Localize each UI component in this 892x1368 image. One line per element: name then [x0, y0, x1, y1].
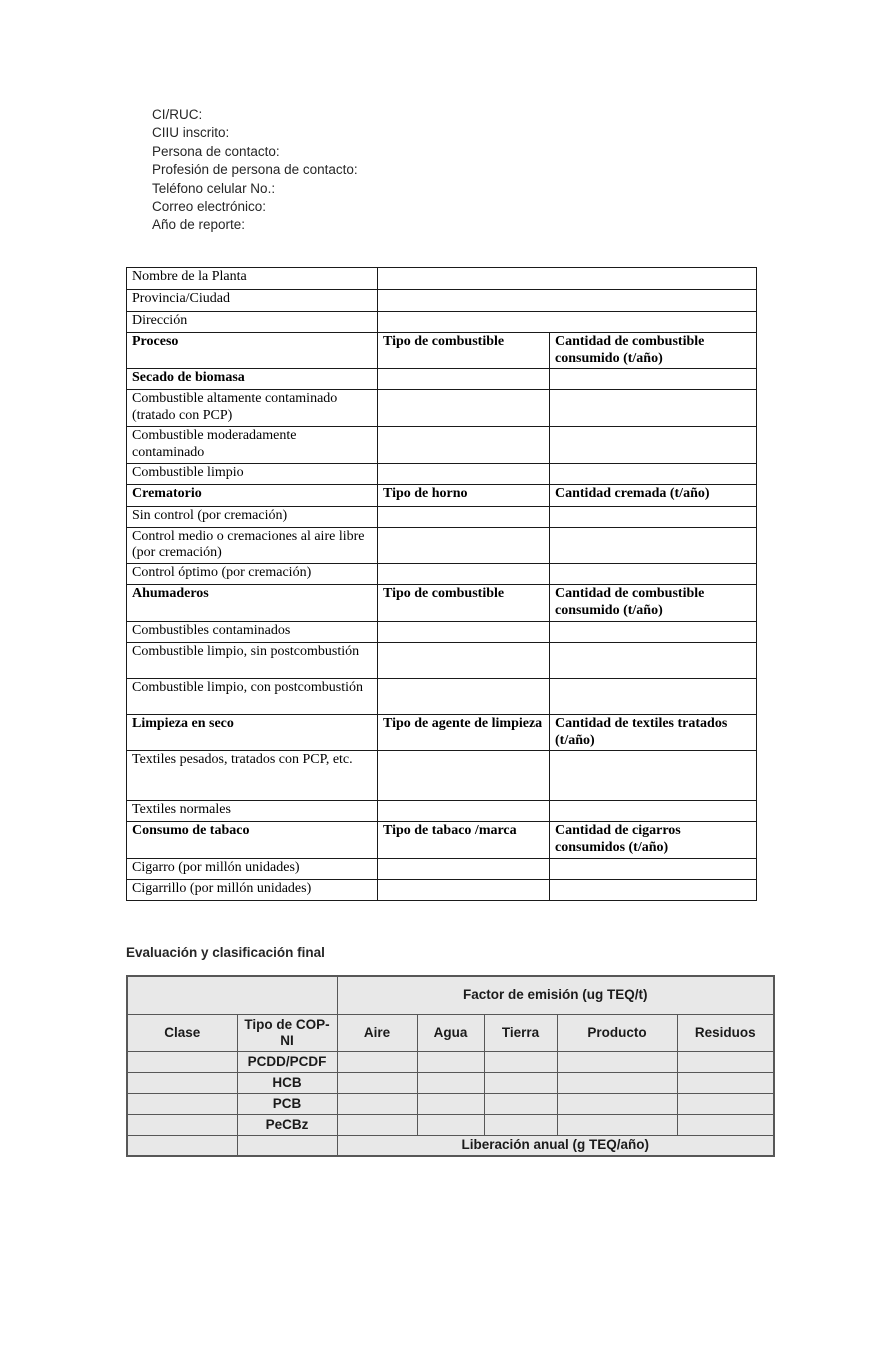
input-cell[interactable]	[550, 369, 757, 390]
input-cell[interactable]	[127, 1135, 237, 1156]
input-cell[interactable]	[378, 751, 550, 801]
table-header-row	[127, 714, 757, 751]
input-cell[interactable]	[550, 801, 757, 822]
value-cell[interactable]	[484, 1114, 557, 1135]
input-cell[interactable]	[127, 1114, 237, 1135]
row-label-cell: Combustible limpio, con postcombustión	[127, 678, 378, 714]
table-row	[127, 564, 757, 585]
input-cell[interactable]	[550, 527, 757, 564]
row-label-cell: Control óptimo (por cremación)	[127, 564, 378, 585]
empty-corner-cell	[127, 976, 337, 1014]
row-label-cell: Cigarro (por millón unidades)	[127, 859, 378, 880]
value-cell[interactable]	[557, 1093, 677, 1114]
input-cell[interactable]	[378, 880, 550, 901]
input-cell[interactable]	[550, 463, 757, 484]
input-cell[interactable]	[378, 463, 550, 484]
row-label-cell: Combustible moderadamente contaminado	[127, 427, 378, 464]
column-header-cell: Agua	[417, 1014, 484, 1051]
table-row	[127, 801, 757, 822]
value-cell[interactable]	[484, 1072, 557, 1093]
input-cell[interactable]	[378, 369, 550, 390]
row-label-cell: Textiles pesados, tratados con PCP, etc.	[127, 751, 378, 801]
input-cell[interactable]	[127, 1072, 237, 1093]
table-row	[127, 463, 757, 484]
table-footer-row	[127, 1135, 774, 1156]
input-cell[interactable]	[378, 427, 550, 464]
row-label-cell: Textiles normales	[127, 801, 378, 822]
pollutant-label-cell: PCDD/PCDF	[237, 1051, 337, 1072]
input-cell[interactable]	[378, 527, 550, 564]
value-cell[interactable]	[337, 1072, 417, 1093]
table-row	[127, 369, 757, 390]
table-row	[127, 621, 757, 642]
table-row	[127, 527, 757, 564]
input-cell[interactable]	[550, 880, 757, 901]
table-row	[127, 390, 757, 427]
row-label-cell: Combustibles contaminados	[127, 621, 378, 642]
header-cell: Cantidad de cigarros consumidos (t/año)	[550, 822, 757, 859]
input-cell[interactable]	[550, 859, 757, 880]
header-cell: Tipo de horno	[378, 484, 550, 506]
row-label-cell: Combustible limpio, sin postcombustión	[127, 642, 378, 678]
row-label-cell: Dirección	[127, 311, 378, 332]
table-header-row	[127, 484, 757, 506]
contact-field-label: CI/RUC:	[152, 107, 203, 122]
header-cell: Tipo de combustible	[378, 332, 550, 369]
input-cell[interactable]	[378, 289, 757, 311]
header-cell: Cantidad de combustible consumido (t/año)	[550, 332, 757, 369]
header-cell: Cantidad cremada (t/año)	[550, 484, 757, 506]
value-cell[interactable]	[484, 1093, 557, 1114]
input-cell[interactable]	[550, 642, 757, 678]
table-row	[127, 1114, 774, 1135]
value-cell[interactable]	[677, 1093, 774, 1114]
header-cell: Consumo de tabaco	[127, 822, 378, 859]
value-cell[interactable]	[677, 1051, 774, 1072]
input-cell[interactable]	[550, 564, 757, 585]
value-cell[interactable]	[337, 1114, 417, 1135]
emission-factor-header-cell: Factor de emisión (ug TEQ/t)	[337, 976, 774, 1014]
table-row	[127, 427, 757, 464]
column-header-cell: Residuos	[677, 1014, 774, 1051]
value-cell[interactable]	[337, 1051, 417, 1072]
row-label-cell: Sin control (por cremación)	[127, 506, 378, 527]
contact-field-label: CIIU inscrito:	[152, 125, 230, 141]
header-cell: Tipo de tabaco /marca	[378, 822, 550, 859]
table-header-row	[127, 976, 774, 1014]
input-cell[interactable]	[550, 678, 757, 714]
table-row	[127, 506, 757, 527]
input-cell[interactable]	[378, 801, 550, 822]
contact-field-label: Profesión de persona de contacto:	[152, 162, 358, 178]
input-cell[interactable]	[378, 859, 550, 880]
contact-field-label: Correo electrónico:	[152, 199, 267, 215]
value-cell[interactable]	[484, 1051, 557, 1072]
inventory-table	[126, 267, 757, 901]
value-cell[interactable]	[417, 1093, 484, 1114]
table-row	[127, 289, 757, 311]
table-row	[127, 1093, 774, 1114]
value-cell[interactable]	[677, 1072, 774, 1093]
header-cell: Cantidad de textiles tratados (t/año)	[550, 714, 757, 751]
input-cell[interactable]	[550, 621, 757, 642]
document-page	[0, 106, 892, 1368]
column-header-cell: Aire	[337, 1014, 417, 1051]
table-row	[127, 880, 757, 901]
value-cell[interactable]	[557, 1114, 677, 1135]
column-header-cell: Tierra	[484, 1014, 557, 1051]
table-row	[127, 1072, 774, 1093]
input-cell[interactable]	[237, 1135, 337, 1156]
contact-field-label: Teléfono celular No.:	[152, 180, 276, 196]
pollutant-label-cell: PeCBz	[237, 1114, 337, 1135]
row-label-cell: Provincia/Ciudad	[127, 289, 378, 311]
row-label-cell: Combustible limpio	[127, 463, 378, 484]
value-cell[interactable]	[337, 1093, 417, 1114]
classification-table	[126, 975, 775, 1157]
input-cell[interactable]	[378, 311, 757, 332]
table-header-row	[127, 585, 757, 622]
header-cell: Proceso	[127, 332, 378, 369]
contact-field-label: Persona de contacto:	[152, 143, 280, 159]
table-row	[127, 642, 757, 678]
input-cell[interactable]	[127, 1051, 237, 1072]
row-label-cell: Nombre de la Planta	[127, 267, 378, 289]
row-label-cell: Combustible altamente contaminado (tratado con PCP)	[127, 390, 378, 427]
input-cell[interactable]	[550, 427, 757, 464]
row-label-cell: Secado de biomasa	[127, 369, 378, 390]
value-cell[interactable]	[557, 1072, 677, 1093]
table-header-row	[127, 1014, 774, 1051]
table-row	[127, 859, 757, 880]
input-cell[interactable]	[378, 621, 550, 642]
header-cell: Tipo de agente de limpieza	[378, 714, 550, 751]
value-cell[interactable]	[557, 1051, 677, 1072]
header-cell: Ahumaderos	[127, 585, 378, 622]
pollutant-label-cell: HCB	[237, 1072, 337, 1093]
header-cell: Limpieza en seco	[127, 714, 378, 751]
table-row	[127, 1051, 774, 1072]
input-cell[interactable]	[378, 390, 550, 427]
annual-release-footer-cell: Liberación anual (g TEQ/año)	[337, 1135, 774, 1156]
table-row	[127, 311, 757, 332]
input-cell[interactable]	[127, 1093, 237, 1114]
input-cell[interactable]	[378, 678, 550, 714]
input-cell[interactable]	[378, 642, 550, 678]
input-cell[interactable]	[550, 751, 757, 801]
table-row	[127, 751, 757, 801]
contact-fields	[152, 106, 892, 235]
column-header-cell: Producto	[557, 1014, 677, 1051]
value-cell[interactable]	[677, 1114, 774, 1135]
column-header-cell: Tipo de COP-NI	[237, 1014, 337, 1051]
table-header-row	[127, 332, 757, 369]
pollutant-label-cell: PCB	[237, 1093, 337, 1114]
value-cell[interactable]	[417, 1051, 484, 1072]
row-label-cell: Cigarrillo (por millón unidades)	[127, 880, 378, 901]
column-header-cell: Clase	[127, 1014, 237, 1051]
header-cell: Crematorio	[127, 484, 378, 506]
value-cell[interactable]	[417, 1114, 484, 1135]
input-cell[interactable]	[378, 267, 757, 289]
input-cell[interactable]	[550, 506, 757, 527]
row-label-cell: Control medio o cremaciones al aire libre (por cremación)	[127, 527, 378, 564]
contact-field-label: Año de reporte:	[152, 217, 246, 233]
input-cell[interactable]	[378, 506, 550, 527]
input-cell[interactable]	[378, 564, 550, 585]
table-row	[127, 267, 757, 289]
header-cell: Cantidad de combustible consumido (t/año)	[550, 585, 757, 622]
header-cell: Tipo de combustible	[378, 585, 550, 622]
table-row	[127, 678, 757, 714]
table-header-row	[127, 822, 757, 859]
value-cell[interactable]	[417, 1072, 484, 1093]
input-cell[interactable]	[550, 390, 757, 427]
section-title: Evaluación y clasificación final	[126, 945, 325, 960]
